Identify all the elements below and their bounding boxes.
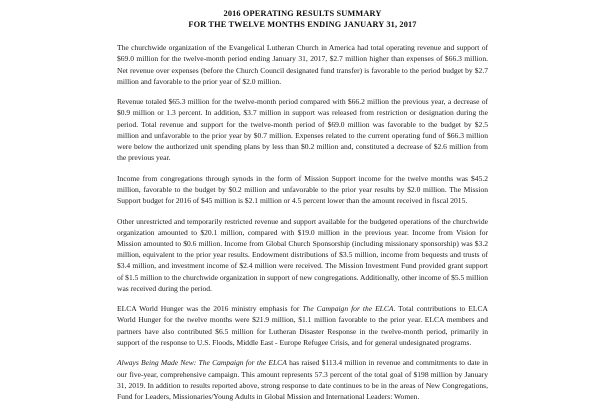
body-text: ELCA World Hunger was the 2016 ministry emphasis for: [117, 304, 303, 314]
emphasis-text: The Campaign for the ELCA: [302, 304, 394, 314]
paragraph-other-revenue: Other unrestricted and temporarily restricted revenue and support available for the budgeted operations of the churchwide organization amounted to $20.1 million, compared with $19.0 million in the previous year. Income from Vision for Mission amounted to $0.6 million. Income from Global Church Sponsorship (including missionary sponsorship) was $3.2 million, equivalent to the prior year results. Endowment distributions of $3.5 million, income from bequests and trusts of $3.4 million, and investment income of $2.4 million were received. The Mission Investment Fund provided grant support of $1.5 million to the churchwide organization in support of new congregations. Additionally, other income of $5.5 million was received during the period.: [117, 216, 488, 293]
body-text: . Total contributions to ELCA World Hunger for the twelve months were $21.9 million, $1.1 million favorable to the prior year. ELCA members and partners have also contributed $6.5 million for Lutheran Disaster Response in the twelve-month period, primarily in support of the response to U.S. Floods, Middle East - Europe Refugee Crisis, and for general undesignated programs.: [117, 304, 488, 347]
body-text: has raised $113.4 million in revenue and commitments to date in our five-year, comprehensive campaign. This amount represents 57.3 percent of the total goal of $198 million by January 31, 2019. In addition to results reported above, strong response to date continues to be in the areas of New Congregations, Fund for Leaders, Missionaries/Young Adults in Global Mission and International Leaders: Women.: [117, 358, 489, 401]
paragraph-overview: The churchwide organization of the Evangelical Lutheran Church in America had total operating revenue and support of $69.0 million for the twelve-month period ending January 31, 2017, $2.7 million higher than expenses of $66.3 million. Net revenue over expenses (before the Church Council designated fund transfer) is favorable to the period budget by $2.7 million and favorable to the prior year of $2.0 million.: [117, 43, 488, 86]
emphasis-text: Always Being Made New: The Campaign for the ELCA: [117, 358, 287, 368]
paragraph-mission-support: Income from congregations through synods in the form of Mission Support income for the twelve months was $45.2 million, favorable to the budget by $0.2 million and unfavorable to the prior year results by $2.0 million. The Mission Support budget for 2016 of $45 million is $2.1 million or 4.5 percent lower than the amount received in fiscal 2015.: [117, 173, 488, 206]
page-title: [117, 9, 488, 30]
page-title-line-1: 2016 OPERATING RESULTS SUMMARY: [223, 9, 382, 18]
paragraph-campaign: [117, 357, 488, 402]
document-body: [117, 42, 488, 402]
paragraph-world-hunger: [117, 303, 488, 348]
paragraph-revenue: Revenue totaled $65.3 million for the twelve-month period compared with $66.2 million the previous year, a decrease of $0.9 million or 1.3 percent. In addition, $3.7 million in support was released from restriction or designation during the period. Total revenue and support for the twelve-month period of $69.0 million was favorable to the budget by $2.5 million and unfavorable to the prior year by $0.7 million. Expenses related to the current operating fund of $66.3 million were below the authorized unit spending plans by less than $0.2 million and, constituted a decrease of $2.6 million from the previous year.: [117, 97, 488, 163]
page-title-line-2: FOR THE TWELVE MONTHS ENDING JANUARY 31, 2017: [188, 19, 417, 29]
